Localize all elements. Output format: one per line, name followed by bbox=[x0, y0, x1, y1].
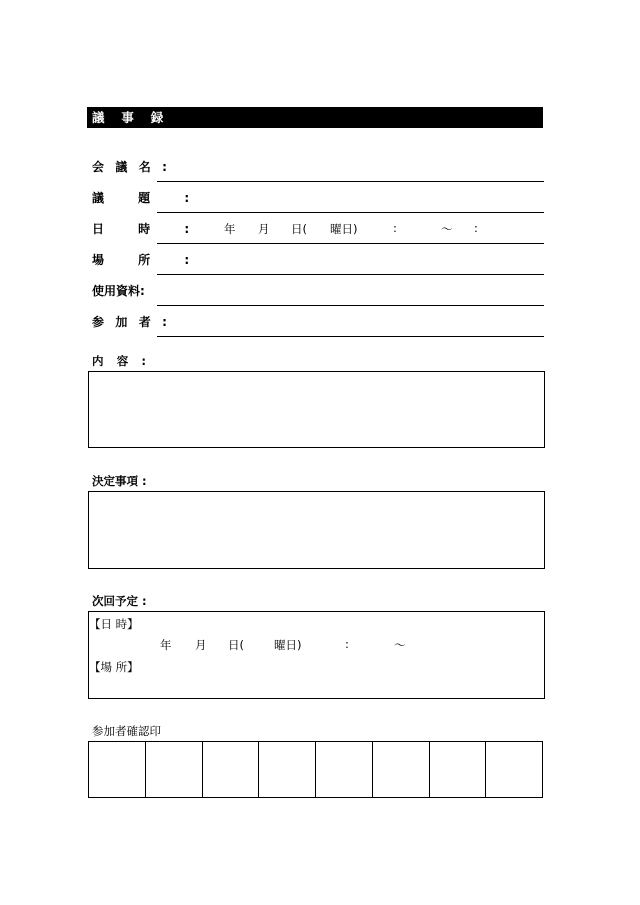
agenda-line[interactable] bbox=[157, 212, 544, 213]
decision-box[interactable] bbox=[88, 491, 545, 569]
agenda-label: 議 題 : bbox=[92, 191, 205, 205]
materials-line[interactable] bbox=[157, 305, 544, 306]
content-box[interactable] bbox=[88, 371, 545, 448]
weekday-text: 曜日) bbox=[330, 222, 358, 236]
time-colon-end: : bbox=[474, 221, 478, 235]
time-colon-start: : bbox=[393, 221, 397, 235]
materials-label: 使用資料: bbox=[92, 284, 145, 298]
next-meeting-label: 次回予定 : bbox=[92, 594, 147, 608]
confirm-stamp-table bbox=[88, 741, 543, 798]
next-tilde-text: 〜 bbox=[394, 638, 406, 652]
next-datetime-label: 【日 時】 bbox=[89, 617, 139, 631]
next-month-text: 月 bbox=[195, 638, 207, 652]
next-weekday-text: 曜日) bbox=[274, 638, 302, 652]
datetime-label: 日 時 : bbox=[92, 222, 205, 236]
place-line[interactable] bbox=[157, 274, 544, 275]
stamp-cell[interactable] bbox=[429, 742, 486, 797]
stamp-cell[interactable] bbox=[145, 742, 202, 797]
attendees-line[interactable] bbox=[157, 336, 544, 337]
month-text: 月 bbox=[258, 222, 270, 236]
year-text: 年 bbox=[224, 222, 236, 236]
stamp-cell[interactable] bbox=[372, 742, 429, 797]
meeting-name-label: 会 議 名 : bbox=[92, 160, 171, 174]
content-label: 内 容 : bbox=[92, 354, 151, 368]
stamp-cell[interactable] bbox=[258, 742, 315, 797]
next-place-label: 【場 所】 bbox=[89, 660, 139, 674]
place-label: 場 所 : bbox=[92, 253, 205, 267]
stamp-cell[interactable] bbox=[202, 742, 259, 797]
datetime-line[interactable] bbox=[157, 243, 544, 244]
tilde-text: 〜 bbox=[441, 222, 453, 236]
next-year-text: 年 bbox=[160, 638, 172, 652]
stamp-cell[interactable] bbox=[89, 742, 145, 797]
stamp-cell[interactable] bbox=[485, 742, 542, 797]
decision-label: 決定事項 : bbox=[92, 474, 147, 488]
confirm-label: 参加者確認印 bbox=[92, 724, 161, 738]
page-title: 議 事 録 bbox=[87, 107, 543, 128]
stamp-cell[interactable] bbox=[315, 742, 372, 797]
next-colon-text: : bbox=[345, 637, 349, 651]
next-day-text: 日( bbox=[228, 638, 244, 652]
next-meeting-box[interactable] bbox=[88, 611, 545, 699]
meeting-name-line[interactable] bbox=[157, 181, 544, 182]
attendees-label: 参 加 者 : bbox=[92, 315, 171, 329]
day-text: 日( bbox=[291, 222, 307, 236]
